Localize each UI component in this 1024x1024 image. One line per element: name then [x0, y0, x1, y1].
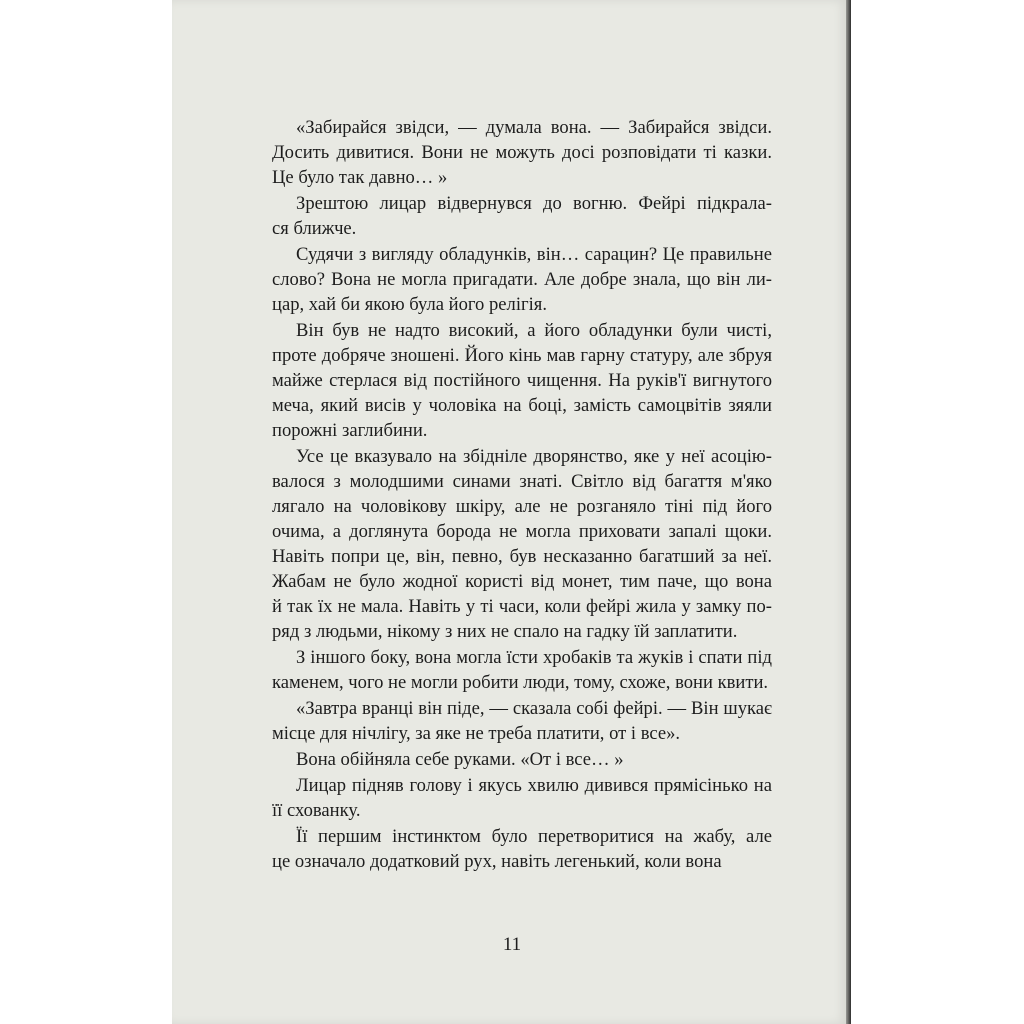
- paragraph: [272, 191, 772, 241]
- text-line: цар, хай би якою була його релігія.: [272, 294, 547, 315]
- text-line: валося з молодшими синами знаті. Світло від багаття м'яко: [272, 471, 772, 492]
- paragraph: [272, 115, 772, 190]
- text-line: Навіть попри це, він, певно, був несказанно багатший за неї.: [272, 546, 772, 567]
- text-line: «Завтра вранці він піде, — сказала собі фейрі. — Він шукає: [296, 698, 772, 719]
- text-line: Усе це вказувало на збідніле дворянство, яке у неї асоцію-: [296, 446, 772, 467]
- text-line: Лицар підняв голову і якусь хвилю дивився прямісінько на: [296, 775, 772, 796]
- text-line: Судячи з вигляду обладунків, він… сарацин? Це правильне: [296, 244, 772, 265]
- text-line: її схованку.: [272, 800, 361, 821]
- text-line: майже стерлася від постійного чищення. На руків'ї вигнутого: [272, 370, 772, 391]
- body-text: [272, 115, 772, 875]
- text-line: місце для нічлігу, за яке не треба платити, от і все».: [272, 723, 681, 744]
- text-line: лягало на чоловікову шкіру, але не розганяло тіні під його: [272, 496, 772, 517]
- text-line: «Забирайся звідси, — думала вона. — Забирайся звідси.: [296, 117, 772, 138]
- text-line: З іншого боку, вона могла їсти хробаків та жуків і спати під: [296, 647, 772, 668]
- text-line: Він був не надто високий, а його обладунки були чисті,: [296, 320, 772, 341]
- text-line: Жабам не було жодної користі від монет, тим паче, що вона: [272, 571, 772, 592]
- text-line: ся ближче.: [272, 218, 357, 239]
- paragraph: [272, 696, 772, 746]
- paragraph: [272, 645, 772, 695]
- text-line: Вона обійняла себе руками. «От і все… »: [296, 749, 624, 770]
- text-line: слово? Вона не могла пригадати. Але добре знала, що він ли-: [272, 269, 772, 290]
- text-line: порожні заглибини.: [272, 420, 428, 441]
- text-line: Досить дивитися. Вони не можуть досі розповідати ті казки.: [272, 142, 772, 163]
- page-edge: [846, 0, 851, 1024]
- text-line: меча, який висів у чоловіка на боці, замість самоцвітів зяяли: [272, 395, 772, 416]
- paragraph: [272, 444, 772, 644]
- page-number: 11: [502, 934, 522, 955]
- text-line: Зрештою лицар відвернувся до вогню. Фейрі підкрала-: [296, 193, 772, 214]
- text-line: Її першим інстинктом було перетворитися на жабу, але: [296, 826, 772, 847]
- paragraph: [272, 242, 772, 317]
- text-line: Це було так давно… »: [272, 167, 448, 188]
- paragraph: [272, 773, 772, 823]
- text-line: ряд з людьми, нікому з них не спало на гадку їй заплатити.: [272, 621, 738, 642]
- text-line: очима, а доглянута борода не могла приховати запалі щоки.: [272, 521, 772, 542]
- paragraph: [272, 318, 772, 443]
- paragraph: [272, 824, 772, 874]
- text-line: це означало додатковий рух, навіть легенький, коли вона: [272, 851, 722, 872]
- paragraph: [272, 747, 772, 772]
- text-line: проте добряче зношені. Його кінь мав гарну статуру, але збруя: [272, 345, 772, 366]
- text-line: каменем, чого не могли робити люди, тому, схоже, вони квити.: [272, 672, 769, 693]
- text-line: й так їх не мала. Навіть у ті часи, коли фейрі жила у замку по-: [272, 596, 772, 617]
